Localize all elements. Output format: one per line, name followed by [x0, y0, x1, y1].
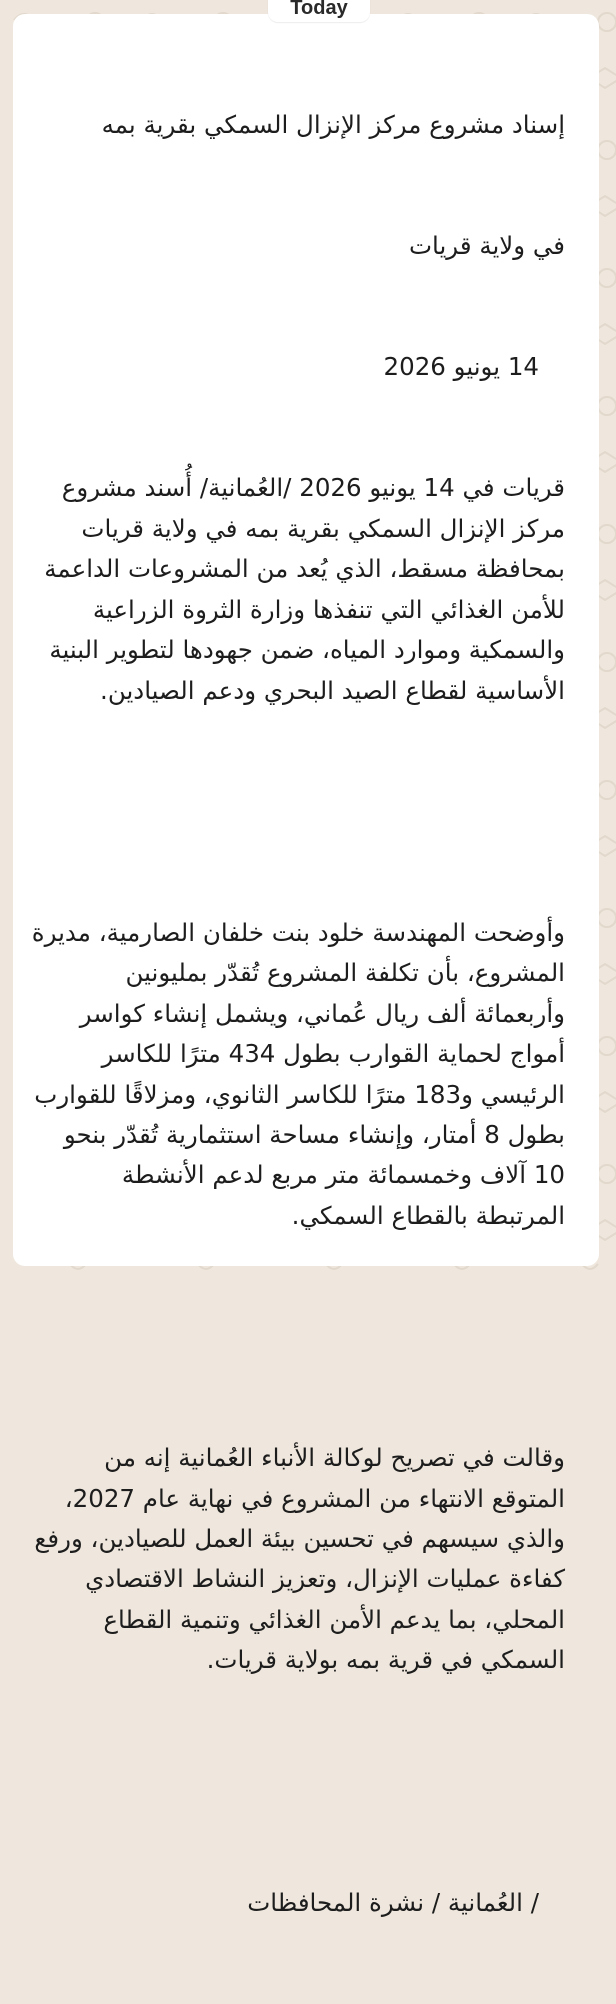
headline-line-1: إسناد مشروع مركز الإنزال السمكي بقرية بمه — [101, 109, 565, 139]
headline-line-2: في ولاية قريات — [408, 231, 565, 261]
headline-date: 14 يونيو 2026 — [383, 352, 539, 382]
date-divider-label: Today — [290, 0, 348, 19]
message-paragraph-1: قريات في 14 يونيو 2026 /العُمانية/ أُسند مشروع مركز الإنزال السمكي بقرية بمه في ولاية قريات بمحافظة مسقط، الذي يُعد من المشروعات الداعمة للأمن الغذائي التي تنفذها وزارة الثروة الزراعية والسمكية وموارد المياه، ضمن جهودها لتطوير البنية الأساسية لقطاع الصيد البحري ودعم الصيادين. — [36, 473, 565, 705]
paragraph-spacer — [29, 792, 565, 832]
message-paragraph-3: وقالت في تصريح لوكالة الأنباء العُمانية إنه من المتوقع الانتهاء من المشروع في نهاية عام 2027، والذي سيسهم في تحسين بيئة العمل للصيادين، ورفع كفاءة عمليات الإنزال، وتعزيز النشاط الاقتصادي المحلي، بما يدعم الأمن الغذائي وتنمية القطاع السمكي في قرية بمه بولاية قريات. — [26, 1443, 565, 1675]
date-divider-badge — [268, 0, 370, 22]
paragraph-spacer — [29, 1761, 565, 1801]
message-bubble[interactable] — [13, 14, 599, 1917]
message-source-line: / العُمانية / نشرة المحافظات — [247, 1887, 539, 1917]
message-paragraph-2: وأوضحت المهندسة خلود بنت خلفان الصارمية، مديرة المشروع، بأن تكلفة المشروع تُقدّر بمليونين وأربعمائة ألف ريال عُماني، ويشمل إنشاء كواسر أمواج لحماية القوارب بطول 434 مترًا للكاسر الرئيسي و183 مترًا للكاسر الثانوي، ومزلاقًا للقوارب بطول 8 أمتار، وإنشاء مساحة استثمارية تُقدّر بنحو 10 آلاف وخمسمائة متر مربع لدعم الأنشطة المرتبطة بالقطاع السمكي. — [23, 917, 565, 1230]
paragraph-spacer — [29, 1317, 565, 1357]
message-text — [23, 24, 565, 2004]
